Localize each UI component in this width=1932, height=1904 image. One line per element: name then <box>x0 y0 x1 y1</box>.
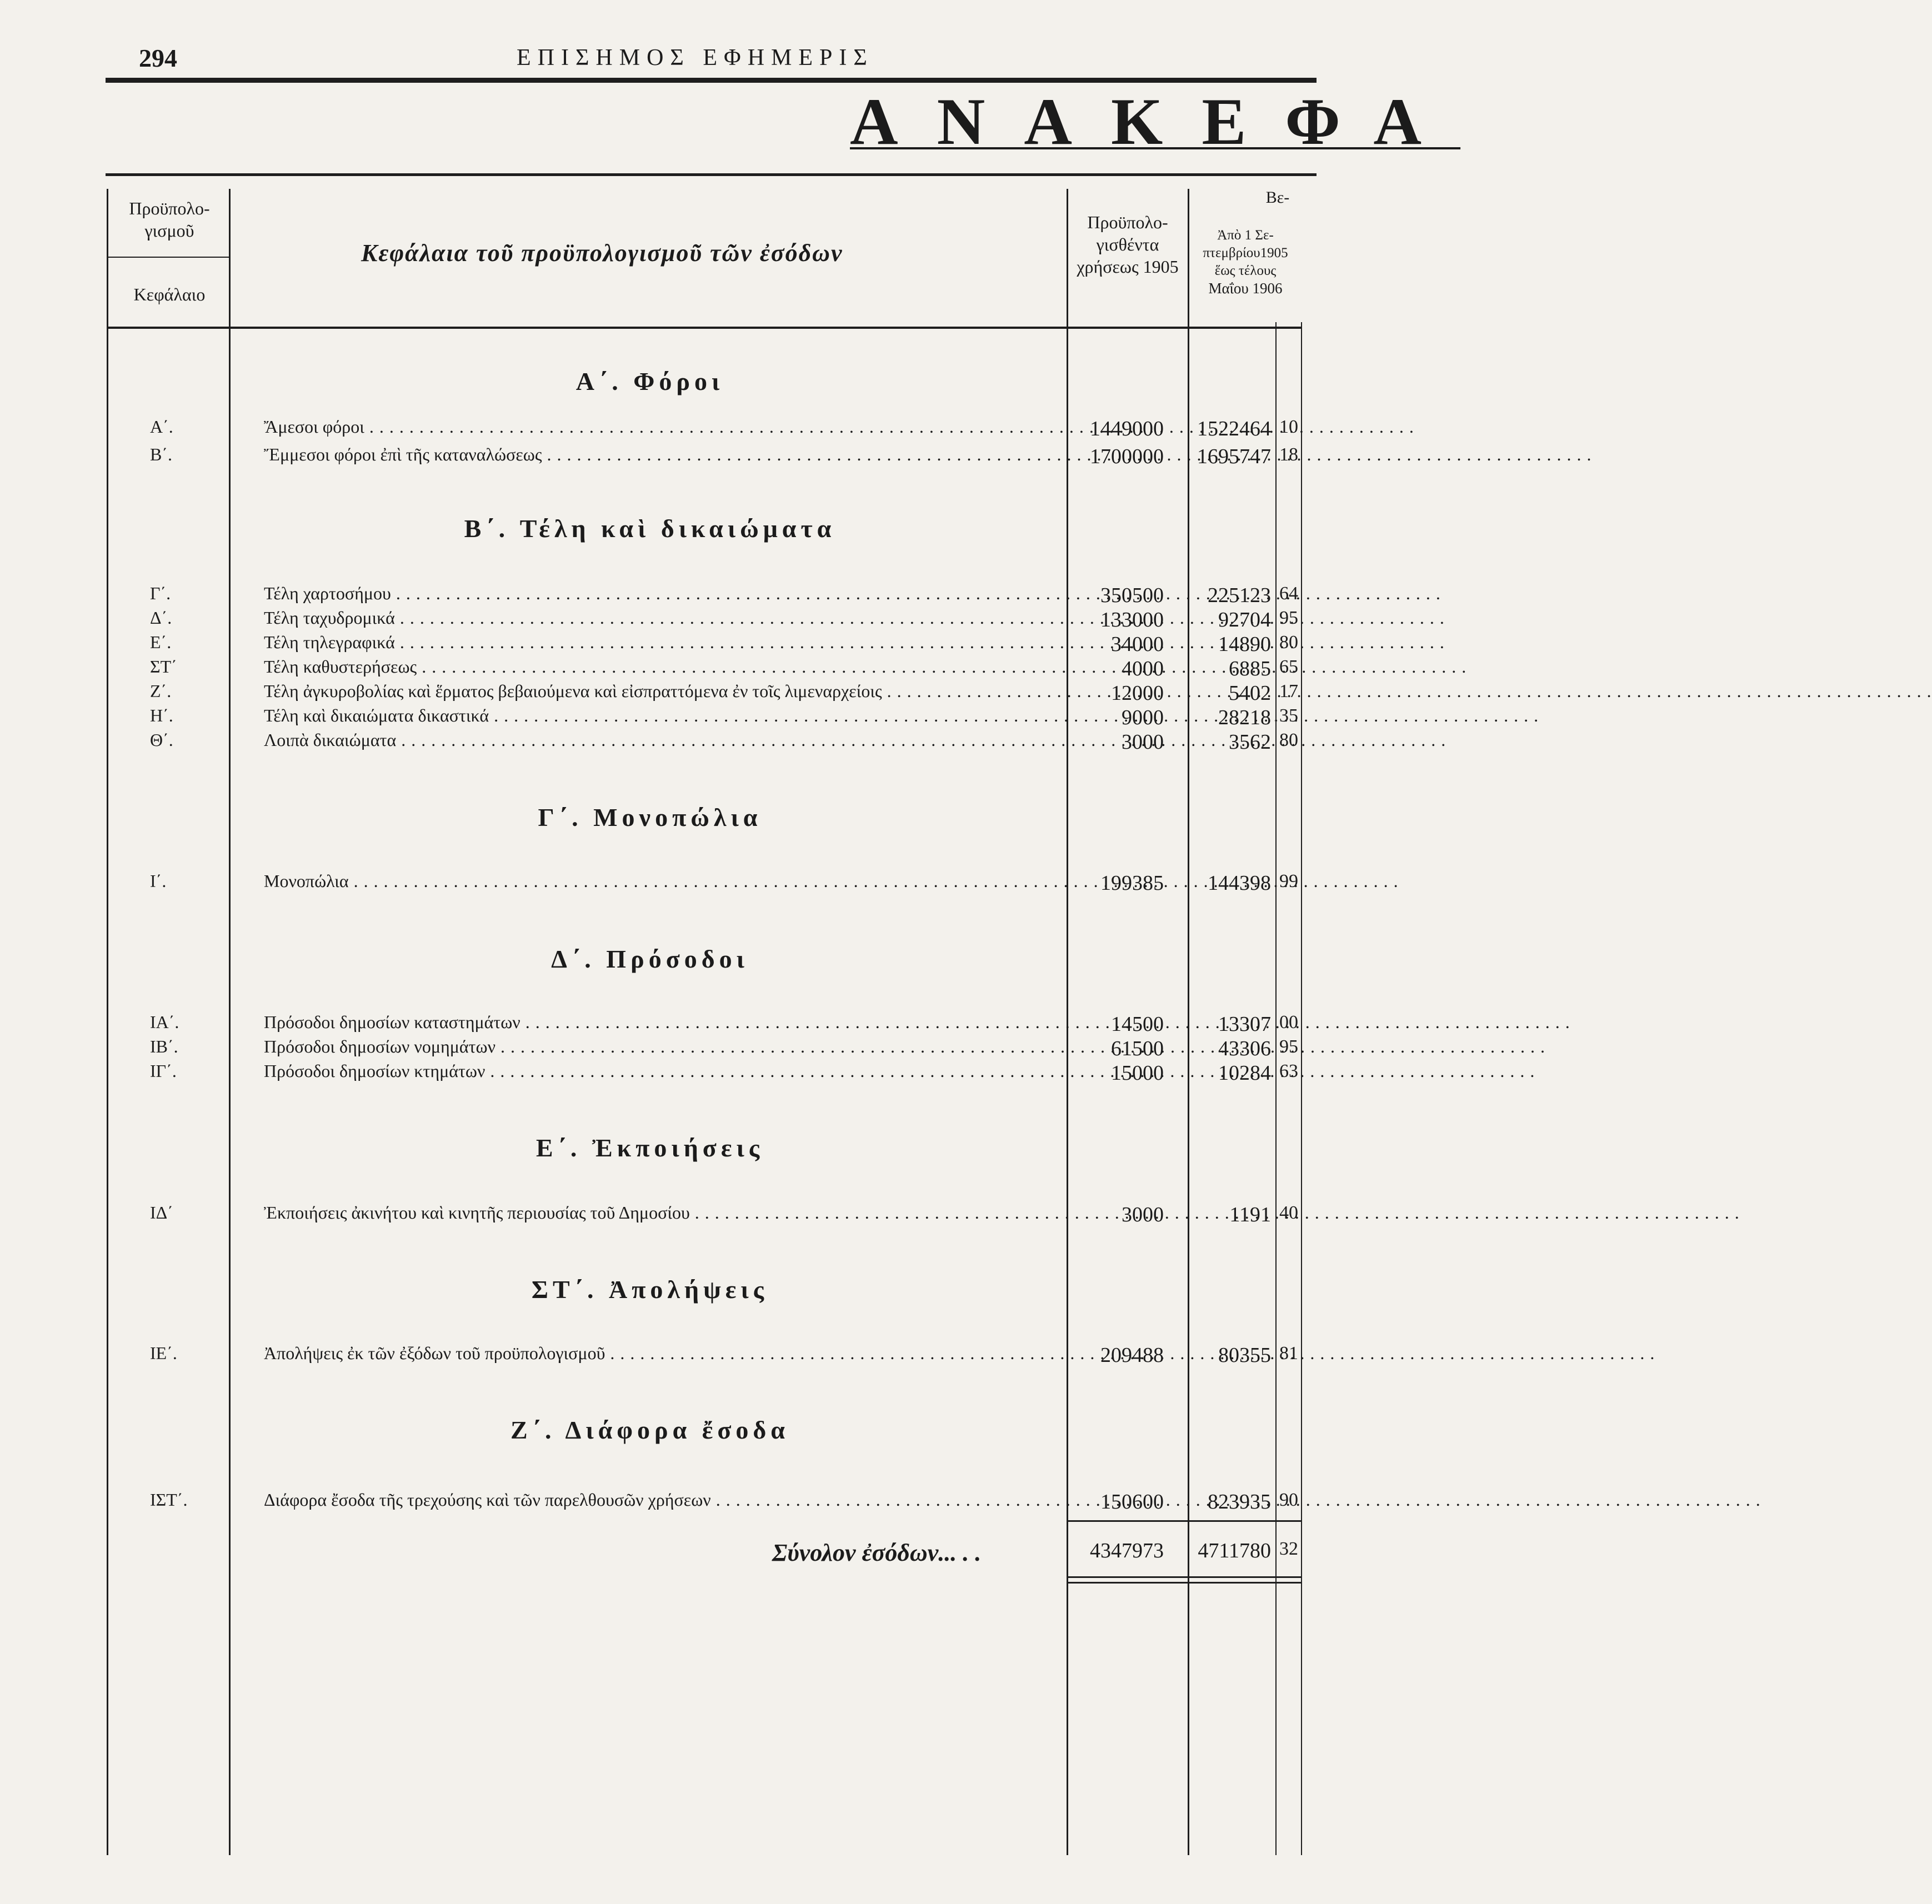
row-number: ΙΑ΄. <box>150 1012 179 1032</box>
total-row <box>0 1539 1348 1567</box>
total-label: Σύνολον ἐσόδων... . . <box>772 1539 982 1566</box>
row-description: Ἄμεσοι φόροι . . . <box>264 417 1067 437</box>
row-description: Ἐκποιήσεις ἀκινήτου καὶ κινητῆς περιουσίας τοῦ Δημοσίου . . . <box>264 1202 1067 1223</box>
main-column-header: Κεφάλαια τοῦ προϋπολογισμοῦ τῶν ἐσόδων <box>361 239 843 267</box>
section-title: ΣΤ΄. Ἀπολήψεις <box>531 1275 769 1304</box>
table-row <box>0 417 1348 445</box>
total-double-rule-bottom <box>1068 1582 1301 1584</box>
row-description: Διάφορα ἔσοδα τῆς τρεχούσης καὶ τῶν παρελθουσῶν χρήσεων . . . <box>264 1490 1067 1510</box>
row-description: Τέλη ἀγκυροβολίας καὶ ἕρματος βεβαιούμενα καὶ εἰσπραττόμενα ἐν τοῖς λιμεναρχείοις . . . <box>264 681 1067 702</box>
row-number: ΙΔ΄ <box>150 1202 173 1222</box>
row-budget: 1449000 <box>1090 417 1164 440</box>
row-actual: 225123 <box>1208 584 1271 607</box>
section-title: Δ΄. Πρόσοδοι <box>551 945 749 973</box>
row-number: Ε΄. <box>150 632 172 652</box>
row-budget: 61500 <box>1111 1037 1164 1060</box>
table-row <box>0 871 1348 900</box>
row-actual: 14890 <box>1218 633 1271 656</box>
row-actual: 10284 <box>1218 1061 1271 1085</box>
row-number: Ζ΄. <box>150 681 172 701</box>
row-budget: 14500 <box>1111 1013 1164 1036</box>
row-decimals: 65 <box>1279 657 1298 677</box>
row-description: Πρόσοδοι δημοσίων νομημάτων . . . <box>264 1036 1067 1057</box>
row-decimals: 00 <box>1279 1012 1298 1033</box>
total-decimals: 32 <box>1279 1539 1298 1559</box>
row-budget: 4000 <box>1122 657 1164 680</box>
row-decimals: 95 <box>1279 1036 1298 1057</box>
top-column-header: Βε- <box>1265 188 1290 207</box>
row-actual: 6885 <box>1229 657 1271 680</box>
row-actual: 5402 <box>1229 682 1271 705</box>
table-row <box>0 730 1348 759</box>
row-actual: 28218 <box>1218 706 1271 729</box>
row-actual: 1191 <box>1229 1203 1271 1226</box>
row-budget: 1700000 <box>1090 445 1164 468</box>
total-double-rule-top <box>1068 1576 1301 1578</box>
row-actual: 13307 <box>1218 1013 1271 1036</box>
row-number: Θ΄. <box>150 730 173 750</box>
row-budget: 199385 <box>1100 871 1164 895</box>
row-number: Β΄. <box>150 444 172 464</box>
period-header-line-1: Ἀπὸ 1 Σε- <box>1217 228 1274 243</box>
row-actual: 144398 <box>1208 871 1271 895</box>
row-budget: 133000 <box>1100 608 1164 632</box>
big-title: ΑΝΑΚΕΦΑ <box>850 84 1461 158</box>
row-decimals: 17 <box>1279 681 1298 702</box>
total-actual: 4711780 <box>1198 1539 1271 1562</box>
page-number: 294 <box>139 44 177 72</box>
row-decimals: 80 <box>1279 632 1298 653</box>
table-row <box>0 1490 1348 1519</box>
total-rule <box>1068 1520 1301 1522</box>
row-number: Ι΄. <box>150 871 167 891</box>
row-description: Πρόσοδοι δημοσίων κτημάτων . . . <box>264 1061 1067 1081</box>
estimated-column-header: Προϋπολο-γισθέντα χρήσεως 1905 <box>1077 212 1179 277</box>
row-budget: 150600 <box>1100 1490 1164 1514</box>
row-budget: 12000 <box>1111 682 1164 705</box>
row-actual: 3562 <box>1229 730 1271 754</box>
row-actual: 1695747 <box>1197 445 1271 468</box>
row-budget: 9000 <box>1122 706 1164 729</box>
row-description: Λοιπὰ δικαιώματα . . . <box>264 730 1067 750</box>
table-row <box>0 1061 1348 1090</box>
row-decimals: 90 <box>1279 1490 1298 1510</box>
row-description: Μονοπώλια . . . <box>264 871 1067 891</box>
row-actual: 823935 <box>1208 1490 1271 1514</box>
row-number: ΙΕ΄. <box>150 1343 177 1363</box>
row-decimals: 40 <box>1279 1202 1298 1223</box>
chapter-column-header: Κεφάλαιο <box>133 284 206 304</box>
row-decimals: 81 <box>1279 1343 1298 1364</box>
row-number: Α΄. <box>150 417 173 437</box>
section-title: Α΄. Φόροι <box>575 367 724 395</box>
row-decimals: 35 <box>1279 705 1298 726</box>
period-header-line-2: πτεμβρίου1905 <box>1203 245 1288 260</box>
row-decimals: 64 <box>1279 583 1298 604</box>
row-actual: 43306 <box>1218 1037 1271 1060</box>
table-row <box>0 1202 1348 1231</box>
row-budget: 34000 <box>1111 633 1164 656</box>
title-rule <box>106 173 1317 176</box>
row-budget: 209488 <box>1100 1344 1164 1367</box>
period-header-line-4: Μαΐου 1906 <box>1208 280 1283 297</box>
section-title: Γ΄. Μονοπώλια <box>538 803 762 831</box>
row-number: Δ΄. <box>150 608 172 628</box>
row-description: Ἔμμεσοι φόροι ἐπὶ τῆς καταναλώσεως . . . <box>264 444 1067 465</box>
row-description: Ἀπολήψεις ἐκ τῶν ἐξόδων τοῦ προϋπολογισμοῦ . . . <box>264 1343 1067 1364</box>
row-budget: 350500 <box>1100 584 1164 607</box>
row-actual: 80355 <box>1218 1344 1271 1367</box>
header-rule <box>106 78 1317 83</box>
row-number: ΙΒ΄. <box>150 1036 178 1056</box>
row-number: Γ΄. <box>150 583 171 603</box>
row-decimals: 10 <box>1279 417 1298 437</box>
section-title: Ε΄. Ἐκποιήσεις <box>535 1134 764 1162</box>
row-number: Η΄. <box>150 705 173 725</box>
period-header-line-3: ἕως τέλους <box>1214 263 1277 278</box>
section-title: Β΄. Τέλη καὶ δικαιώματα <box>464 514 836 543</box>
row-decimals: 80 <box>1279 730 1298 750</box>
row-description: Τέλη τηλεγραφικά . . . <box>264 632 1067 653</box>
header-left-separator <box>108 257 229 258</box>
row-actual: 92704 <box>1218 608 1271 632</box>
running-title: ΕΠΙΣΗΜΟΣ ΕΦΗΜΕΡΙΣ <box>517 45 874 71</box>
row-description: Τέλη καὶ δικαιώματα δικαστικά . . . <box>264 705 1067 726</box>
row-description: Τέλη χαρτοσήμου . . . <box>264 583 1067 604</box>
table-row <box>0 1343 1348 1372</box>
row-number: ΙΣΤ΄. <box>150 1490 188 1510</box>
row-description: Πρόσοδοι δημοσίων καταστημάτων . . . <box>264 1012 1067 1033</box>
row-budget: 3000 <box>1122 730 1164 754</box>
header-bottom-rule <box>107 327 1302 329</box>
table-row <box>0 444 1348 473</box>
row-decimals: 63 <box>1279 1061 1298 1081</box>
row-budget: 15000 <box>1111 1061 1164 1085</box>
row-budget: 3000 <box>1122 1203 1164 1226</box>
row-description: Τέλη ταχυδρομικά . . . <box>264 608 1067 628</box>
row-actual: 1522464 <box>1197 417 1271 440</box>
row-number: ΣΤ΄ <box>150 657 177 677</box>
budget-column-header: Προϋπολο-γισμοῦ <box>129 198 210 240</box>
total-budget: 4347973 <box>1090 1539 1164 1562</box>
row-decimals: 99 <box>1279 871 1298 891</box>
section-title: Ζ΄. Διάφορα ἔσοδα <box>510 1416 789 1444</box>
row-decimals: 18 <box>1279 444 1298 465</box>
row-description: Τέλη καθυστερήσεως . . . <box>264 657 1067 677</box>
row-decimals: 95 <box>1279 608 1298 628</box>
row-number: ΙΓ΄. <box>150 1061 177 1081</box>
